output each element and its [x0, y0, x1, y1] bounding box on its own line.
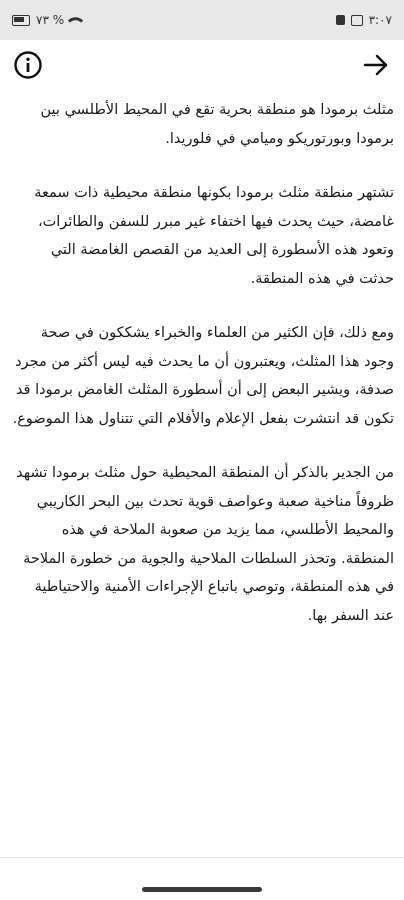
paragraph-1: مثلث برمودا هو منطقة بحرية تقع في المحيط الأطلسي بين برمودا وبورتوريكو وميامي في فلوريدا.: [40, 102, 394, 147]
home-indicator[interactable]: [142, 887, 262, 892]
back-button[interactable]: [358, 47, 394, 83]
gallery-icon: [351, 15, 363, 26]
notification-icon: [336, 15, 345, 25]
navigation-bar: [0, 857, 404, 900]
info-button[interactable]: [10, 47, 46, 83]
battery-icon: [12, 15, 30, 26]
wifi-icon: [68, 12, 84, 28]
app-bar: [0, 40, 404, 90]
info-circle-icon: [13, 50, 43, 80]
status-time: ٣:٠٧: [368, 13, 392, 27]
article-content: [12, 96, 394, 656]
status-bar: [0, 0, 404, 40]
battery-percent: ٧٣ %: [36, 13, 65, 27]
paragraph-4: من الجدير بالذكر أن المنطقة المحيطية حول مثلث برمودا تشهد ظروفاً مناخية صعبة وعواصف قوية تحدث بين البحر الكاريبي والمحيط الأطلسي، مما يزيد من صعوبة الملاحة في هذه المنطقة. وتحذر السلطات الملاحية والجوية من خطورة الملاحة في هذه المنطقة، وتوصي باتباع الإجراءات الأمنية والاحتياطية عند السفر بها.: [16, 465, 394, 624]
paragraph-2: تشتهر منطقة مثلث برمودا بكونها منطقة محيطية ذات سمعة غامضة، حيث يحدث فيها اختفاء غير مبرر للسفن والطائرات، وتعود هذه الأسطورة إلى العديد من القصص الغامضة التي حدثت في هذه المنطقة.: [34, 185, 394, 287]
paragraph-3: ومع ذلك، فإن الكثير من العلماء والخبراء يشككون في صحة وجود هذا المثلث، ويعتبرون أن ما يحدث فيه ليس أكثر من مجرد صدفة، ويشير البعض إلى أن أسطورة المثلث الغامض برمودا قد تكون قد انتشرت بفعل الإعلام والأفلام التي تتناول هذا الموضوع.: [12, 325, 394, 427]
status-left: [12, 13, 81, 27]
arrow-right-icon: [361, 50, 391, 80]
status-right: [336, 13, 392, 27]
